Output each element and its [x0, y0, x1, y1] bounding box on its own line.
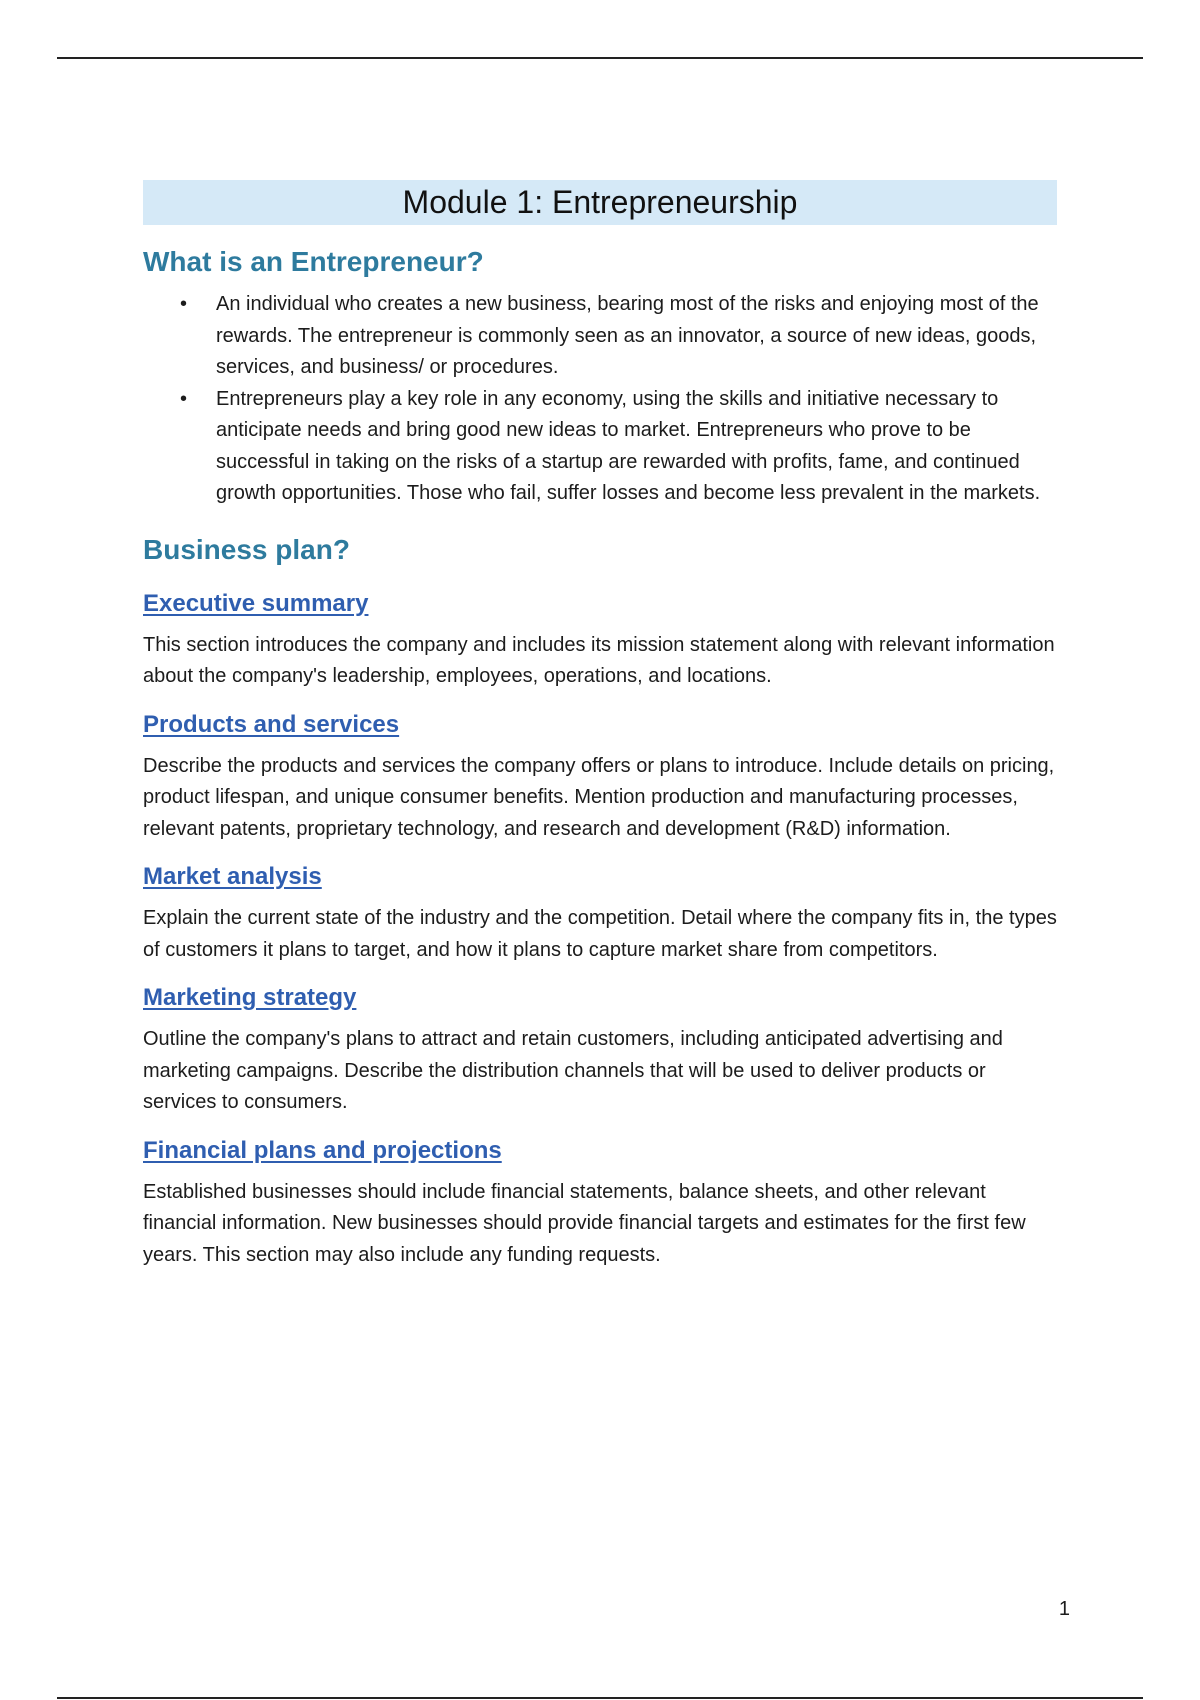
list-item — [143, 384, 1057, 510]
document-body — [143, 180, 1057, 1271]
paragraph-marketing-strategy: Outline the company's plans to attract and retain customers, including anticipated advertising and marketing campaigns. Describe the distribution channels that will be used to deliver products or services to consumers. — [143, 1028, 1003, 1113]
subheading-financial-plans[interactable]: Financial plans and projections — [143, 1136, 502, 1164]
subheading-market-analysis[interactable]: Market analysis — [143, 863, 322, 890]
section-heading-entrepreneur: What is an Entrepreneur? — [143, 246, 484, 277]
paragraph-products-and-services: Describe the products and services the company offers or plans to introduce. Include details on pricing, product lifespan, and unique consumer benefits. Mention production and manufacturing processes, relevant patents, proprietary technology, and research and development (R&D) information. — [143, 754, 1055, 840]
subheading-products-and-services[interactable]: Products and services — [143, 710, 400, 738]
header-rule — [57, 57, 1143, 59]
entrepreneur-bullet-list — [143, 289, 1057, 510]
section-heading-business-plan: Business plan? — [143, 533, 350, 565]
page-number: 1 — [1058, 1598, 1070, 1620]
document-title: Module 1: Entrepreneurship — [143, 180, 1057, 225]
paragraph-executive-summary: This section introduces the company and includes its mission statement along with relevant information about the company's leadership, employees, operations, and locations. — [143, 633, 1055, 687]
bullet-text: Entrepreneurs play a key role in any economy, using the skills and initiative necessary to anticipate needs and bring good new ideas to market. Entrepreneurs who prove to be successful in taking on the risks of a startup are rewarded with profits, fame, and continued growth opportunities. Those who fail, suffer losses and become less prevalent in the markets. — [216, 387, 1041, 504]
list-item — [143, 289, 1057, 384]
subheading-marketing-strategy[interactable]: Marketing strategy — [143, 984, 357, 1011]
bullet-text: An individual who creates a new business, bearing most of the risks and enjoying most of the rewards. The entrepreneur is commonly seen as an innovator, a source of new ideas, goods, services, and business/ or procedures. — [216, 293, 1039, 378]
bullet-icon: • — [180, 387, 188, 410]
bullet-icon: • — [180, 293, 188, 315]
subheading-executive-summary[interactable]: Executive summary — [143, 589, 369, 617]
paragraph-financial-plans: Established businesses should include financial statements, balance sheets, and other relevant financial information. New businesses should provide financial targets and estimates for the first few years. This section may also include any funding requests. — [143, 1180, 1026, 1266]
paragraph-market-analysis: Explain the current state of the industry and the competition. Detail where the company fits in, the types of customers it plans to target, and how it plans to capture market share from competitors. — [143, 907, 1057, 961]
footer-rule — [57, 1697, 1143, 1699]
